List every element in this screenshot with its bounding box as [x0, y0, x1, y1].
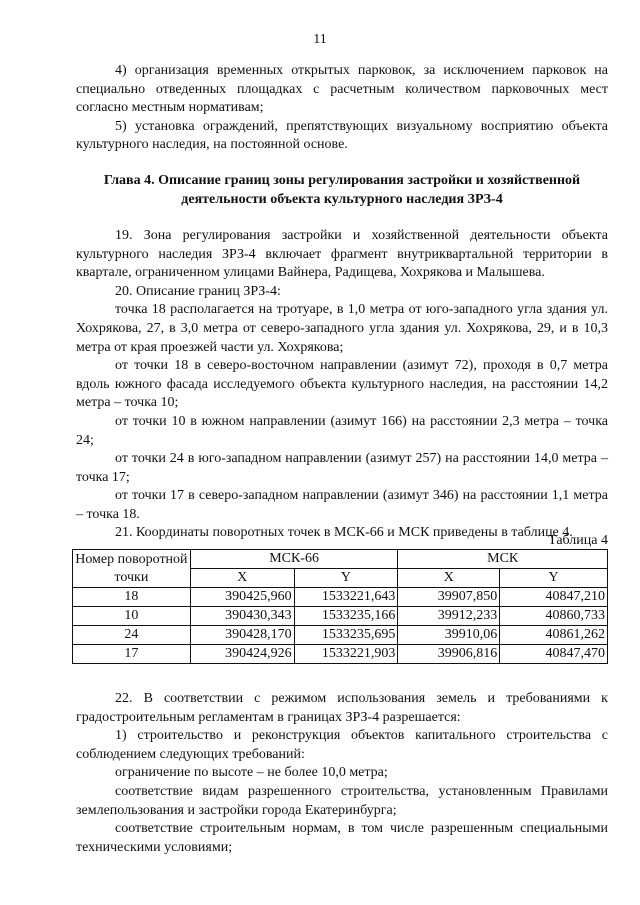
table-row: [73, 645, 608, 664]
cell-point: 17: [73, 645, 191, 664]
chapter-title: Глава 4. Описание границ зоны регулирования застройки и хозяйственной деятельности объекта культурного наследия ЗРЗ-4: [103, 172, 581, 207]
table-row: [73, 588, 608, 607]
header-msk66: МСК-66: [190, 550, 398, 569]
height-limit: ограничение по высоте – не более 10,0 метра;: [115, 765, 388, 781]
cell-msk-x: 39910,06: [398, 626, 500, 645]
cell-msk66-y: 1533221,643: [294, 588, 398, 607]
header-msk-y: Y: [500, 569, 608, 588]
lower-text-block: [76, 690, 608, 857]
boundary-from-17: от точки 17 в северо-западном направлении (азимут 346) на расстоянии 1,1 метра – точка 18.: [76, 488, 608, 522]
boundary-from-18: от точки 18 в северо-восточном направлении (азимут 72), проходя в 0,7 метра вдоль южного фасада исследуемого объекта культурного наследия, на расстоянии 14,2 метра – точка 10;: [76, 358, 608, 411]
paragraph-20: 20. Описание границ ЗРЗ-4:: [115, 283, 281, 299]
boundary-from-10: от точки 10 в южном направлении (азимут 166) на расстоянии 2,3 метра – точка 24;: [76, 413, 608, 448]
header-point-number: Номер поворотной точки: [73, 550, 191, 588]
table-row: [73, 607, 608, 626]
header-msk: МСК: [398, 550, 608, 569]
upper-text-block: [76, 62, 608, 543]
table-caption-block: [76, 532, 608, 551]
page-number: 11: [313, 32, 327, 47]
item-1-construction: 1) строительство и реконструкция объектов капитального строительства с соблюдением следующих требований:: [76, 728, 608, 762]
cell-point: 24: [73, 626, 191, 645]
cell-msk-y: 40860,733: [500, 607, 608, 626]
cell-msk66-x: 390428,170: [190, 626, 294, 645]
header-msk-x: X: [398, 569, 500, 588]
header-msk66-y: Y: [294, 569, 398, 588]
cell-msk66-y: 1533235,166: [294, 607, 398, 626]
cell-msk66-x: 390430,343: [190, 607, 294, 626]
cell-msk66-y: 1533221,903: [294, 645, 398, 664]
boundary-point-18: точка 18 располагается на тротуаре, в 1,0 метра от юго-западного угла здания ул. Хохрякова, 27, в 3,0 метра от северо-западного угла здания ул. Хохрякова, 29, и в 10,3 метра от края проезжей части ул. Хохрякова;: [76, 302, 608, 355]
cell-msk-y: 40861,262: [500, 626, 608, 645]
header-msk66-x: X: [190, 569, 294, 588]
coordinates-table: [72, 549, 608, 664]
cell-msk-x: 39912,233: [398, 607, 500, 626]
intro-item-5: 5) установка ограждений, препятствующих визуальному восприятию объекта культурного наследия, на постоянной основе.: [76, 118, 608, 153]
cell-point: 10: [73, 607, 191, 626]
cell-msk-x: 39907,850: [398, 588, 500, 607]
cell-msk-x: 39906,816: [398, 645, 500, 664]
boundary-from-24: от точки 24 в юго-западном направлении (азимут 257) на расстоянии 14,0 метра – точка 17;: [76, 451, 608, 485]
paragraph-19: 19. Зона регулирования застройки и хозяйственной деятельности объекта культурного наследия ЗРЗ-4 включает фрагмент внутриквартальной территории в квартале, ограниченном улицами Вайнера, Радищева, Хохрякова и Малышева.: [76, 227, 608, 281]
paragraph-22: 22. В соответствии с режимом использования земель и требованиями к градостроительным регламентам в границах ЗРЗ-4 разрешается:: [76, 691, 608, 725]
cell-msk66-y: 1533235,695: [294, 626, 398, 645]
table-caption: Таблица 4: [548, 533, 608, 548]
cell-msk66-x: 390425,960: [190, 588, 294, 607]
cell-msk66-x: 390424,926: [190, 645, 294, 664]
paragraph-21: 21. Координаты поворотных точек в МСК-66 и МСК приведены в таблице 4.: [115, 525, 573, 541]
zoning-compliance: соответствие видам разрешенного строительства, установленным Правилами землепользования и застройки города Екатеринбурга;: [76, 783, 608, 818]
cell-point: 18: [73, 588, 191, 607]
cell-msk-y: 40847,210: [500, 588, 608, 607]
intro-item-4: 4) организация временных открытых парковок, за исключением парковок на специально отведенных площадках с расчетным количеством парковочных мест согласно местным нормативам;: [76, 63, 608, 116]
table-row: [73, 626, 608, 645]
building-norms-compliance: соответствие строительным нормам, в том числе разрешенным специальными техническими условиями;: [76, 821, 608, 855]
cell-msk-y: 40847,470: [500, 645, 608, 664]
